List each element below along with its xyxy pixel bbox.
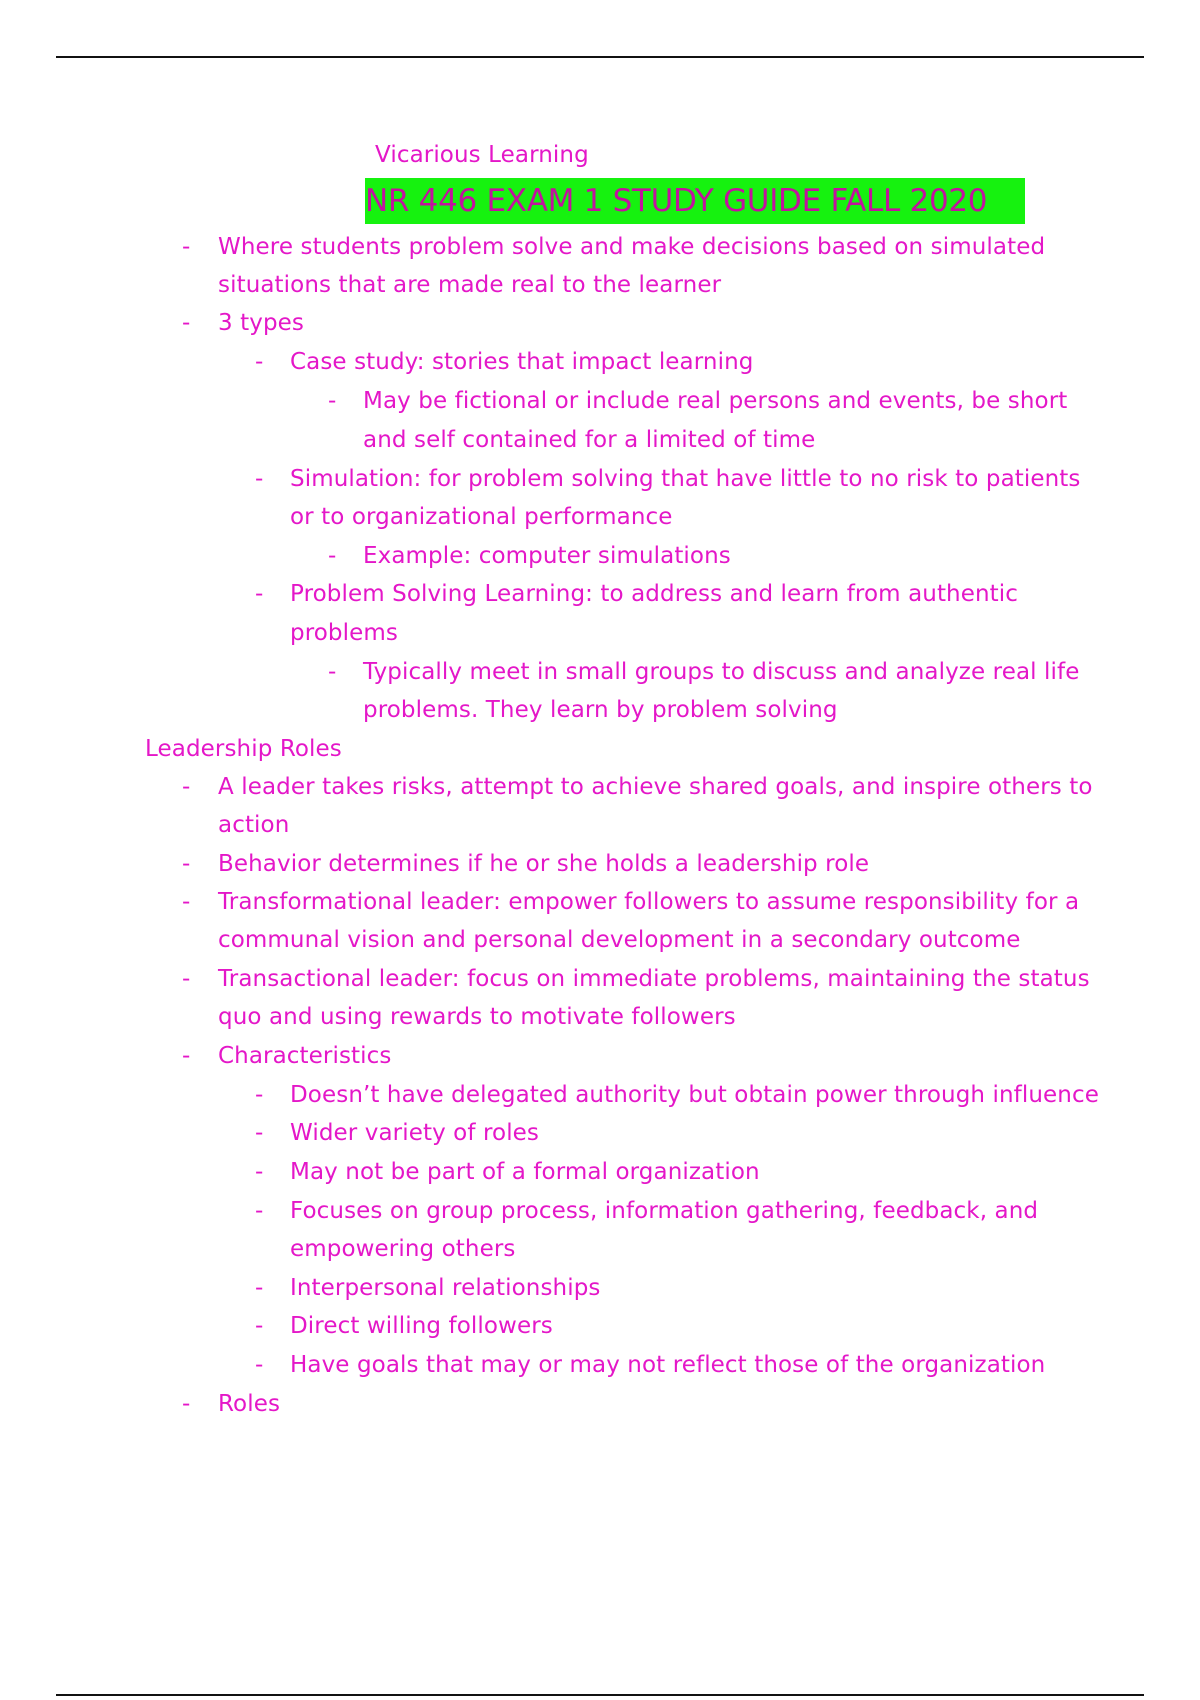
- bullet-dash: -: [182, 774, 191, 800]
- bullet-text: May not be part of a formal organization: [290, 1159, 760, 1185]
- bullet-text: Wider variety of roles: [290, 1120, 540, 1146]
- bullet-text: Transformational leader: empower followers to assume responsibility for a: [218, 889, 1080, 915]
- bullet-dash: -: [182, 1043, 191, 1069]
- bullet-text: May be fictional or include real persons and events, be short: [363, 388, 1068, 414]
- bullet-dash: -: [328, 659, 337, 685]
- bullet-text: A leader takes risks, attempt to achieve shared goals, and inspire others to: [218, 774, 1093, 800]
- bullet-text-cont: quo and using rewards to motivate followers: [218, 1004, 736, 1030]
- bullet-text-cont: problems: [290, 620, 398, 646]
- bullet-text-cont: problems. They learn by problem solving: [363, 697, 838, 723]
- bullet-dash: -: [255, 581, 264, 607]
- page-title: NR 446 EXAM 1 STUDY GUIDE FALL 2020: [365, 183, 988, 219]
- section-heading: Leadership Roles: [145, 736, 342, 762]
- bullet-text: Characteristics: [218, 1043, 392, 1069]
- bullet-dash: -: [255, 466, 264, 492]
- bullet-dash: -: [255, 1082, 264, 1108]
- bullet-dash: -: [328, 543, 337, 569]
- bullet-text: Direct willing followers: [290, 1313, 553, 1339]
- bullet-text: Interpersonal relationships: [290, 1275, 601, 1301]
- bullet-dash: -: [255, 1159, 264, 1185]
- bullet-dash: -: [255, 1275, 264, 1301]
- bottom-rule: [56, 1694, 1144, 1696]
- bullet-dash: -: [328, 388, 337, 414]
- bullet-text-cont: or to organizational performance: [290, 504, 673, 530]
- bullet-dash: -: [182, 966, 191, 992]
- bullet-text-cont: action: [218, 812, 290, 838]
- bullet-dash: -: [255, 1313, 264, 1339]
- bullet-text: Roles: [218, 1391, 281, 1417]
- bullet-dash: -: [182, 1391, 191, 1417]
- bullet-text: Focuses on group process, information gathering, feedback, and: [290, 1198, 1039, 1224]
- bullet-text: 3 types: [218, 310, 305, 336]
- bullet-text-cont: and self contained for a limited of time: [363, 427, 816, 453]
- bullet-dash: -: [255, 1120, 264, 1146]
- bullet-text-cont: situations that are made real to the learner: [218, 272, 722, 298]
- bullet-text: Typically meet in small groups to discuss and analyze real life: [363, 659, 1080, 685]
- bullet-text: Have goals that may or may not reflect those of the organization: [290, 1352, 1046, 1378]
- bullet-dash: -: [182, 851, 191, 877]
- bullet-text-cont: empowering others: [290, 1236, 516, 1262]
- subtitle: Vicarious Learning: [375, 142, 589, 168]
- bullet-text: Problem Solving Learning: to address and learn from authentic: [290, 581, 1019, 607]
- bullet-text: Transactional leader: focus on immediate problems, maintaining the status: [218, 966, 1090, 992]
- bullet-dash: -: [255, 1352, 264, 1378]
- bullet-text: Example: computer simulations: [363, 543, 731, 569]
- bullet-text-cont: communal vision and personal development in a secondary outcome: [218, 927, 1021, 953]
- bullet-text: Where students problem solve and make decisions based on simulated: [218, 234, 1046, 260]
- bullet-dash: -: [182, 310, 191, 336]
- bullet-text: Simulation: for problem solving that have little to no risk to patients: [290, 466, 1081, 492]
- bullet-dash: -: [182, 234, 191, 260]
- bullet-text: Case study: stories that impact learning: [290, 349, 754, 375]
- bullet-dash: -: [255, 1198, 264, 1224]
- bullet-text: Behavior determines if he or she holds a leadership role: [218, 851, 870, 877]
- bullet-dash: -: [255, 349, 264, 375]
- bullet-dash: -: [182, 889, 191, 915]
- bullet-text: Doesn’t have delegated authority but obtain power through influence: [290, 1082, 1099, 1108]
